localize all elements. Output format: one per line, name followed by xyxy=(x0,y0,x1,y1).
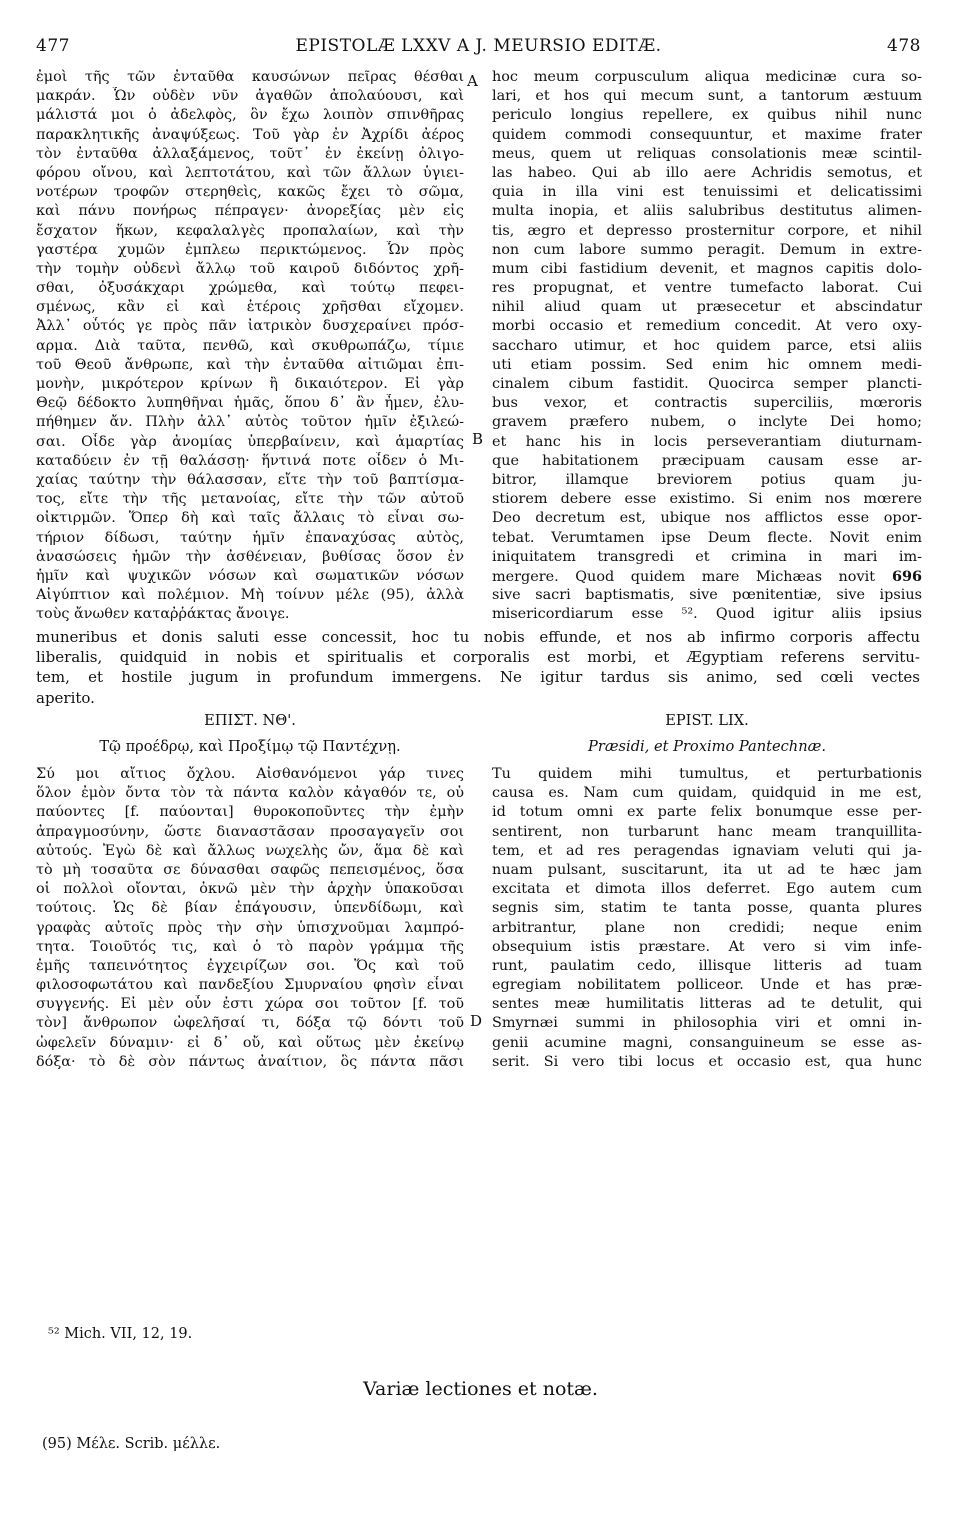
variae-note: (95) Μέλε. Scrib. μέλλε. xyxy=(42,1436,221,1452)
variae-lectiones-title: Variæ lectiones et notæ. xyxy=(363,1378,598,1400)
latin-text-line: excitata et dimota illos deferret. Ego autem cum xyxy=(492,881,922,898)
full-width-latin xyxy=(36,627,920,708)
latin-text-line: que habitationem præcipuam causam esse ar- xyxy=(492,452,922,469)
latin-text-line: mum cibi fastidium devenit, et magnos capitis dolo- xyxy=(492,260,922,277)
greek-text-line: τούτοις. Ὡς δὲ βίαν ἐπάγουσιν, ὑπενδίδωμι, καὶ xyxy=(36,900,464,917)
greek-text-line: γραφὰς αὐτοῖς πρὸς τὴν σὴν ὑπισχνοῦμαι λαμπρό- xyxy=(36,919,464,936)
latin-text-line: nuam pulsant, suscitarunt, ita ut ad te hæc jam xyxy=(492,861,922,878)
latin-text-line: sentirent, non turbarunt hanc meam tranquillita- xyxy=(492,823,922,840)
latin-text-line: morbi occasio et remedium concedit. At vero oxy- xyxy=(492,318,922,335)
greek-text-line: τοῦ Θεοῦ ἄνθρωπε, καὶ τὴν ἐνταῦθα αἰτιῶμαι ἐπι- xyxy=(36,356,464,373)
latin-text-line: res propugnat, et ventre tumefacto laborat. Cui xyxy=(492,280,922,297)
greek-text-line: φιλοσοφωτάτου καὶ πανδεξίου Σμυρναίου φησὶν εἶναι xyxy=(36,977,464,994)
latin-text-line: tem, et hostile jugum in profundum immergens. Ne igitur tardus sis animo, sed cœli vectes xyxy=(36,668,920,687)
greek-text-line: ἀπραγμοσύνην, ὥστε διαναστᾶσαν προσαγαγεῖν σοι xyxy=(36,823,464,840)
latin-text-line: egregiam nobilitatem polliceor. Unde et has præ- xyxy=(492,977,922,994)
greek-text-line: ἔσχατον ἥκων, κεφαλαλγὲς προπαλαίων, καὶ τὴν xyxy=(36,222,464,239)
greek-column-top xyxy=(36,68,464,624)
running-header xyxy=(36,36,921,60)
greek-text-line: ὠφελεῖν δύναμιν· εἰ δ᾽ οὔ, καὶ οὕτως μὲν ἐκείνῳ xyxy=(36,1034,464,1051)
latin-text-line: meus, quem ut reliquas consolationis meæ scintil- xyxy=(492,145,922,162)
greek-text-line: συγγενής. Εἰ μὲν οὖν ἐστι χώρα σοι τοῦτον [f. τοῦ xyxy=(36,996,464,1013)
greek-text-line: ἐμοὶ τῆς τῶν ἐνταῦθα καυσώνων πεῖρας θέσθαι xyxy=(36,69,464,85)
greek-epistle-address: Τῷ προέδρῳ, καὶ Προξίμῳ τῷ Παντέχνῃ. xyxy=(99,738,401,755)
running-title: EPISTOLÆ LXXV A J. MEURSIO EDITÆ. xyxy=(295,36,662,56)
greek-text-line: αὐτούς. Ἐγὼ δὲ καὶ ἄλλως νωχελὴς ὤν, ἅμα δὲ καὶ xyxy=(36,842,464,859)
latin-text-line: sentes meæ humilitatis litteras ad te detulit, qui xyxy=(492,996,922,1013)
latin-text-line: tebat. Verumtamen ipse Deum flecte. Novit enim xyxy=(492,529,922,546)
latin-text-line: mergere. Quod quidem mare Michæas novit 696 xyxy=(492,567,922,585)
margin-letter-a: A xyxy=(467,72,478,90)
latin-text-line: liberalis, quidquid in nobis et spiritualis et corporalis est morbi, et Ægyptiam referens servitu- xyxy=(36,648,920,667)
latin-text-line: nihil aliud quam ut præsecetur et abscindatur xyxy=(492,299,922,316)
greek-text-line: τοὺς ἄνωθεν καταῤῥάκτας ἄνοιγε. xyxy=(36,606,290,623)
latin-text-line: periculo longius repellere, ex quibus nihil nunc xyxy=(492,107,922,124)
latin-epistle-body xyxy=(492,765,922,1072)
right-page-number: 478 xyxy=(887,36,921,56)
greek-text-line: τὸ μὴ τοσαῦτα σε δύνασθαι σαφῶς πεπεισμένος, ὅσα xyxy=(36,861,464,878)
greek-text-line: πήθημεν ἄν. Πλὴν ἀλλ᾽ αὐτὸς τοῦτον ἡμῖν ἐξιλεώ- xyxy=(36,414,464,431)
margin-letter-d: D xyxy=(470,1012,483,1030)
latin-text-line: quidem commodi consequuntur, et maxime frater xyxy=(492,126,922,143)
greek-text-line: τητα. Τοιοῦτός τις, καὶ ὁ τὸ παρὸν γράμμα τῆς xyxy=(36,938,464,955)
latin-text-line: id totum omni ex parte felix bonumque esse per- xyxy=(492,804,922,821)
greek-text-line: γαστέρα χυμῶν ἐμπλεω περικτώμενος. Ὧν πρὸς xyxy=(36,241,464,258)
latin-text-line: hoc meum corpusculum aliqua medicinæ cura so- xyxy=(492,69,922,85)
left-page-number: 477 xyxy=(36,36,70,56)
latin-text-line: obsequium istis præstare. At vero si vim infe- xyxy=(492,938,922,955)
greek-epistle-heading: ΕΠΙΣΤ. ΝΘ'. xyxy=(204,712,296,729)
latin-text-line: Smyrnæi summi in philosophia viri et omni in- xyxy=(492,1015,922,1032)
latin-text-line: segnis sim, statim te tanta posse, quanta plures xyxy=(492,900,922,917)
latin-text-line: saccharo utimur, et hoc quidem parce, etsi aliis xyxy=(492,337,922,354)
greek-text-line: νοτέρων τροφῶν στερηθεὶς, κακῶς ἔχει τὸ σῶμα, xyxy=(36,184,464,201)
greek-text-line: παύοντες [f. παύονται] θυροκοποῦντες τὴν ἐμὴν xyxy=(36,804,464,821)
latin-text-line: uti etiam possim. Sed enim hic omnem medi- xyxy=(492,356,922,373)
latin-text-line: iniquitatem transgredi et crimina in mari im- xyxy=(492,548,922,565)
greek-text-line: τὴν τομὴν οὐδενὶ ἄλλῳ τοῦ καιροῦ διδόντος χρῆ- xyxy=(36,260,464,277)
greek-text-line: σμένως, κἂν εἰ καὶ ἑτέροις χρῆσθαι εἴχομεν. xyxy=(36,299,464,316)
greek-text-line: χαίας ταύτην τὴν θάλασσαν, εἴτε τὴν τοῦ βαπτίσμα- xyxy=(36,471,464,488)
greek-text-line: οἰκτιρμῶν. Ὅπερ δὴ καὶ ταῖς ἄλλαις τὸ εἶναι σω- xyxy=(36,510,464,527)
latin-text-line: bitror, illamque breviorem potius quam ju- xyxy=(492,471,922,488)
latin-text-line: Tu quidem mihi tumultus, et perturbationis xyxy=(492,766,922,782)
greek-text-line: Θεῷ δέδοκτο λυπηθῆναι ἡμᾶς, ὅπου δ᾽ ἂν ἦμεν, ἐλυ- xyxy=(36,395,464,412)
latin-epistle-heading: EPIST. LIX. xyxy=(665,712,749,729)
latin-text-line: quia in illa vini est tenuissimi et delicatissimi xyxy=(492,184,922,201)
latin-text-line: causa es. Nam cum quidam, quidquid in me est, xyxy=(492,785,922,802)
greek-text-line: τος, εἴτε τὴν τῆς μετανοίας, εἴτε τὴν τῶν αὐτοῦ xyxy=(36,491,464,508)
column-number: 696 xyxy=(875,567,922,585)
greek-text-line: ὅλον ἐμὸν ὄντα τὸν τὰ πάντα καλὸν κἀγαθόν τε, οὐ xyxy=(36,785,464,802)
greek-text-line: μονὴν, μικρότερον κρίνων ἢ δικαιότερον. Εἰ γὰρ xyxy=(36,376,464,392)
greek-text-line: τήριον δίδωσι, ταύτην ἡμῖν ἐπαναχύσας αὐτὸς, xyxy=(36,529,464,546)
latin-text-line: aperito. xyxy=(36,688,95,707)
greek-text-line: σαι. Οἶδε γὰρ ἀνομίας ὑπερβαίνειν, καὶ ἁμαρτίας xyxy=(36,433,464,450)
greek-text-line: τὸν ἐνταῦθα ἀλλαξάμενος, τοῦτ᾽ ἐν ἐκείνῃ ὀλιγο- xyxy=(36,145,464,162)
greek-text-line: τὸν] ἄνθρωπον ὠφελῆσαί τι, δόξα τῷ δόντι τοῦ xyxy=(36,1015,464,1032)
greek-text-line: αρμα. Διὰ ταῦτα, πενθῶ, καὶ σκυθρωπάζω, τίμιε xyxy=(36,337,464,354)
greek-text-line: καὶ πάνυ πονήρως πέπραγεν· ἀνορεξίας μὲν εἰς xyxy=(36,203,464,220)
latin-text-line: tis, ægro et depresso prosternitur corpore, et nihil xyxy=(492,222,922,239)
latin-text-line: gravem præfero nubem, o inclyte Dei homo; xyxy=(492,414,922,431)
greek-text-line: μάλιστά μοι ὁ ἀδελφὸς, ὃν ἔχω λοιπὸν σπινθῆρας xyxy=(36,107,464,124)
latin-text-line: serit. Si vero tibi locus et occasio est, qua hunc xyxy=(492,1053,922,1070)
latin-text-line: lari, et hos qui mecum sunt, a tantorum æstuum xyxy=(492,88,922,105)
greek-text-line: καταδύειν ἐν τῇ θαλάσσῃ· ἥντινά ποτε οἶδεν ὁ Μι- xyxy=(36,452,464,469)
greek-epistle-body xyxy=(36,765,464,1072)
greek-text-line: Αἰγύπτιον καὶ πολέμιον. Μὴ τοίνυν μέλε (95), ἀλλὰ xyxy=(36,587,464,604)
latin-column-top xyxy=(492,68,922,624)
latin-epistle-address: Præsidi, et Proximo Pantechnæ. xyxy=(588,738,826,755)
latin-text-line: Deo decretum est, ubique nos afflictos esse opor- xyxy=(492,510,922,527)
greek-text-line: δόξα· τὸ δὲ σὸν πάντως ἀναίτιον, ὃς πάντα πᾶσι xyxy=(36,1053,464,1070)
latin-text-line: genii acumine magni, consanguineum se esse as- xyxy=(492,1034,922,1051)
greek-text-line: μακράν. Ὧν οὐδὲν νῦν ἀγαθῶν ἀπολαύουσι, καὶ xyxy=(36,88,464,105)
latin-text-line: et hanc his in locis perseverantiam diuturnam- xyxy=(492,433,922,450)
latin-text-line: tem, et ad res peragendas ignaviam veluti qui ja- xyxy=(492,842,922,859)
latin-text-line: non cum labore summo peragit. Demum in extre- xyxy=(492,241,922,258)
greek-text-line: παρακλητικῆς ἀναψύξεως. Τοῦ γὰρ ἐν Ἀχρίδι ἀέρος xyxy=(36,126,464,143)
greek-text-line: σθαι, ὀξυσάκχαρι χρώμεθα, καὶ τούτῳ πεφει- xyxy=(36,280,464,297)
greek-text-line: φόρου οἴνου, καὶ λεπτοτάτου, καὶ τῶν ἄλλων ὑγιει- xyxy=(36,164,464,181)
latin-text-line: cinalem cibum fastidit. Quocirca semper plancti- xyxy=(492,376,922,392)
latin-text-line: runt, paulatim cedo, illisque litteris ad tuam xyxy=(492,957,922,974)
greek-text-line: ἀνασώσεις ἡμῶν τὴν ἀσθένειαν, βυθίσας ὅσον ἐν xyxy=(36,548,464,565)
greek-text-line: Σύ μοι αἴτιος ὄχλου. Αἰσθανόμενοι γάρ τινες xyxy=(36,766,464,782)
greek-text-line: οἱ πολλοὶ οἴονται, ὀκνῶ μὲν τὴν ἀρχὴν ὑπακοῦσαι xyxy=(36,881,464,898)
greek-text-line: Ἀλλ᾽ οὗτός γε πρὸς πᾶν ἰατρικὸν δυσχεραίνει πρόσ- xyxy=(36,318,464,335)
latin-text-line: las habeo. Qui ab illo aere Achridis semotus, et xyxy=(492,164,922,181)
margin-letter-b: B xyxy=(472,430,484,448)
greek-text-line: ἐμῆς ταπεινότητος ἐγχειρίζων σοι. Ὅς καὶ τοῦ xyxy=(36,957,464,974)
latin-text-line: sive sacri baptismatis, sive pœnitentiæ, sive ipsius xyxy=(492,587,922,604)
latin-text-line: stiorem debere esse existimo. Si enim nos mœrere xyxy=(492,491,922,508)
greek-text-line: ἡμῖν καὶ ψυχικῶν νόσων καὶ σωματικῶν νόσων xyxy=(36,567,464,584)
latin-text-line: bus vexor, et contractis superciliis, mœroris xyxy=(492,395,922,412)
latin-text-line: multa inopia, et aliis salubribus destitutus alimen- xyxy=(492,203,922,220)
latin-text-line: misericordiarum esse ⁵². Quod igitur aliis ipsius xyxy=(492,606,922,623)
latin-text-line: muneribus et donis saluti esse concessit, hoc tu nobis effunde, et nos ab infirmo corporis affectu xyxy=(36,628,920,646)
latin-text-line: arbitrantur, plane non credidi; neque enim xyxy=(492,919,922,936)
footnote: ⁵² Mich. VII, 12, 19. xyxy=(48,1326,193,1342)
